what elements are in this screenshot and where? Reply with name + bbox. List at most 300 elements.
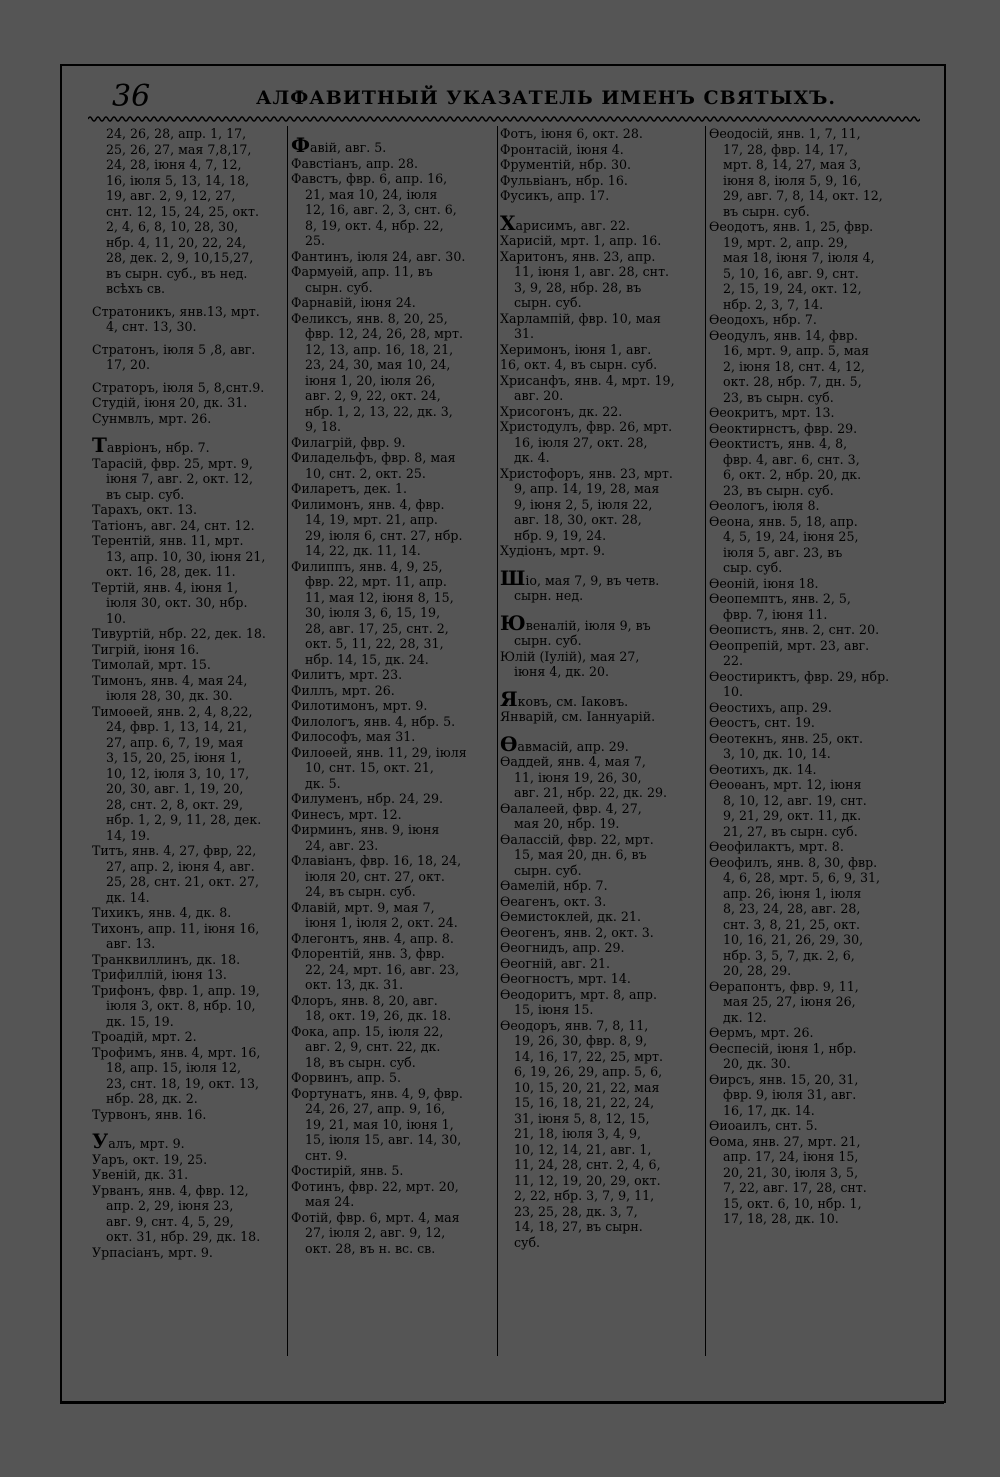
index-entry: Фавстіанъ, апр. 28. [291, 155, 419, 171]
index-entry-continuation: 14, 19, мрт. 21, апр. [305, 512, 438, 527]
index-entry-continuation: 17, 18, 28, дк. 10. [723, 1211, 839, 1226]
index-entry-continuation: окт. 5, 11, 22, 28, 31, [305, 636, 444, 651]
index-entry: Ѳеофилактъ, мрт. 8. [709, 839, 844, 854]
index-entry: Тимолай, мрт. 15. [92, 657, 211, 672]
index-entry: Ѳеопемптъ, янв. 2, 5, [709, 591, 851, 606]
index-entry: Ѳеона, янв. 5, 18, апр. [709, 513, 858, 529]
index-entry: Тертій, янв. 4, іюня 1, [92, 579, 239, 595]
index-entry: Стратоникъ, янв.13, мрт. [92, 303, 260, 319]
index-entry: Харитонъ, янв. 23, апр. [500, 248, 656, 264]
index-entry-continuation: апр. 17, 24, іюня 15, [723, 1149, 859, 1164]
index-entry-continuation: сырн. суб. [514, 862, 582, 878]
index-entry-continuation: 10. [106, 610, 127, 626]
index-entry-continuation: нбр. 14, 15, дк. 24. [305, 651, 429, 667]
index-entry: Трифиллій, іюня 13. [92, 967, 227, 982]
index-entry-continuation: 6, окт. 2, нбр. 20, дк. [723, 467, 862, 482]
section-initial-letter: Ш [500, 565, 526, 590]
index-entry-continuation: 10, 12, 14, 21, авг. 1, [514, 1141, 652, 1157]
index-entry: Фока, апр. 15, іюля 22, [291, 1023, 444, 1039]
index-entry-continuation: 8, 19, окт. 4, нбр. 22, [305, 217, 444, 233]
index-entry-continuation: 16, 17, дк. 14. [723, 1102, 815, 1118]
index-entry-continuation: дк. 12. [723, 1009, 767, 1025]
index-entry-continuation: авг. 2, 9, снт. 22, дк. [305, 1039, 441, 1054]
index-entry-continuation: дк. 5. [305, 775, 341, 791]
index-entry: Филуменъ, нбр. 24, 29. [291, 791, 444, 806]
index-entry: Филлъ, мрт. 26. [291, 682, 395, 698]
section-initial-letter: Я [500, 686, 518, 711]
index-entry-continuation: іюня 7, авг. 2, окт. 12, [106, 471, 254, 486]
index-entry-continuation: іюля 30, окт. 30, нбр. [106, 595, 248, 610]
index-entry: Тарахъ, окт. 13. [92, 502, 198, 517]
index-entry-continuation: іюля 28, 30, дк. 30. [106, 688, 233, 703]
index-entry-continuation: 27, апр. 2, іюня 4, авг. [106, 858, 255, 874]
index-entry: Херимонъ, іюня 1, авг. [500, 341, 652, 357]
index-entry: Трифонъ, фвр. 1, апр. 19, [92, 982, 260, 998]
index-entry-continuation: 20, 28, 29. [723, 963, 792, 978]
index-entry: Ѳеостъ, снт. 19. [709, 715, 815, 730]
index-entry: Флавіанъ, фвр. 16, 18, 24, [291, 853, 462, 868]
index-entry: Финесъ, мрт. 12. [291, 806, 402, 822]
index-entry-continuation: 28, дек. 2, 9, 10,15,27, [106, 250, 254, 265]
index-entry-continuation: нбр. 1, 2, 13, 22, дк. 3, [305, 403, 453, 419]
index-entry: Филаретъ, дек. 1. [291, 481, 407, 496]
index-entry-continuation: авг. 13. [106, 936, 156, 951]
index-entry: Фотъ, іюня 6, окт. 28. [500, 126, 643, 141]
index-entry: Ѳермъ, мрт. 26. [709, 1025, 814, 1040]
index-entry-continuation: суб. [514, 1234, 541, 1250]
index-entry: Тимонъ, янв. 4, мая 24, [92, 672, 248, 688]
index-entry-continuation: дк. 15, 19. [106, 1013, 174, 1029]
column-divider [705, 126, 706, 1356]
index-entry: Филоѳей, янв. 11, 29, іюля [291, 744, 467, 760]
index-entry: Ѳеогенъ, янв. 2, окт. 3. [500, 924, 654, 940]
index-entry: Титъ, янв. 4, 27, фвр, 22, [92, 843, 257, 858]
index-entry-continuation: 23, 24, 30, мая 10, 24, [305, 357, 451, 372]
index-entry-continuation: мая 25, 27, іюня 26, [723, 994, 856, 1009]
index-entry: Фотій, фвр. 6, мрт. 4, мая [291, 1209, 460, 1225]
index-entry: Ѳемистоклей, дк. 21. [500, 909, 641, 924]
index-entry: Ѳиоаилъ, снт. 5. [709, 1118, 818, 1133]
index-entry-continuation: 25, 26, 27, мая 7,8,17, [106, 141, 252, 157]
index-entry-continuation: фвр. 7, іюня 11. [723, 606, 828, 622]
index-entry-continuation: 15, 16, 18, 21, 22, 24, [514, 1095, 655, 1110]
index-entry-continuation: 20, дк. 30. [723, 1056, 791, 1071]
index-entry-continuation: 18, апр. 15, іюля 12, [106, 1060, 242, 1075]
index-entry-continuation: окт. 16, 28, дек. 11. [106, 564, 236, 579]
index-entry: Фарнавій, іюня 24. [291, 295, 416, 310]
index-entry-continuation: іюля 3, окт. 8, нбр. 10, [106, 998, 256, 1013]
index-entry: Харисимъ, авг. 22. [500, 210, 630, 235]
index-entry-continuation: снт. 12, 15, 24, 25, окт. [106, 203, 259, 219]
index-entry-continuation: окт. 28, нбр. 7, дн. 5, [723, 374, 862, 389]
index-entry: Ѳалалеей, фвр. 4, 27, [500, 800, 642, 816]
index-entry: Ѳамелій, нбр. 7. [500, 878, 608, 893]
index-entry-continuation: 11, мая 12, іюня 8, 15, [305, 589, 454, 605]
index-entry: Ѳерапонтъ, фвр. 9, 11, [709, 978, 859, 994]
index-entry-continuation: 4, 5, 19, 24, іюня 25, [723, 529, 859, 544]
index-entry: Ѳеодоритъ, мрт. 8, апр. [500, 986, 657, 1002]
index-entry: Ѳеоктистъ, янв. 4, 8, [709, 436, 848, 451]
index-entry-continuation: 9, 18. [305, 419, 342, 434]
index-entry-continuation: 30, іюля 3, 6, 15, 19, [305, 605, 441, 620]
section-initial-letter: Ѳ [500, 731, 518, 756]
index-entry: Ѳеотихъ, дк. 14. [709, 761, 817, 777]
index-entry: Ѳаддей, янв. 4, мая 7, [500, 754, 646, 769]
index-entry-continuation: 10. [723, 684, 744, 699]
index-entry: Таврiонъ, нбр. 7. [92, 433, 210, 457]
index-entry-continuation: 19, авг. 2, 9, 12, 27, [106, 188, 236, 203]
index-entry-continuation: сырн. суб. [514, 295, 582, 310]
index-entry: Тарасій, фвр. 25, мрт. 9, [92, 455, 253, 471]
index-entry: Тигрій, іюня 16. [92, 641, 200, 657]
index-entry-continuation: нбр. 3, 5, 7, дк. 2, 6, [723, 947, 855, 963]
index-entry-continuation: 17, 20. [106, 357, 151, 372]
index-entry: Философъ, мая 31. [291, 729, 416, 744]
index-entry-continuation: 21, 27, въ сырн. суб. [723, 823, 858, 839]
index-entry-continuation: 24, фвр. 1, 13, 14, 21, [106, 719, 248, 734]
index-entry: Ѳеоктирнстъ, фвр. 29. [709, 420, 858, 436]
index-entry-continuation: мая 24. [305, 1194, 355, 1209]
index-entry-continuation: 27, апр. 6, 7, 19, мая [106, 734, 244, 750]
index-entry-continuation: мая 20, нбр. 19. [514, 816, 620, 831]
page-number: 36 [112, 79, 151, 114]
index-entry-continuation: 10, 15, 20, 21, 22, мая [514, 1079, 660, 1095]
index-entry: Ѳеодосій, янв. 1, 7, 11, [709, 126, 861, 141]
index-entry: Ѳеодоръ, янв. 7, 8, 11, [500, 1017, 649, 1033]
index-entry-continuation: 14, 22, дк. 11, 14. [305, 543, 421, 558]
index-column-1 [92, 126, 284, 1376]
index-entry-continuation: 18, окт. 19, 26, дк. 18. [305, 1008, 452, 1023]
index-entry-continuation: 25, 28, снт. 21, окт. 27, [106, 874, 259, 889]
index-entry-continuation: 18, въ сырн. суб. [305, 1054, 416, 1070]
index-entry-continuation: авг. 21, нбр. 22, дк. 29. [514, 785, 667, 800]
index-entry-continuation: нбр. 4, 11, 20, 22, 24, [106, 234, 247, 250]
index-entry-continuation: въ сыр. суб. [106, 486, 185, 502]
section-initial-letter: У [92, 1129, 109, 1153]
index-entry: Сунмвлъ, мрт. 26. [92, 410, 212, 426]
index-entry: Уаръ, окт. 19, 25. [92, 1151, 208, 1167]
index-entry-continuation: въ сырн. суб., въ нед. [106, 265, 248, 281]
index-entry-continuation: 17, 28, фвр. 14, 17, [723, 141, 849, 157]
index-entry: Филологъ, янв. 4, нбр. 5. [291, 713, 456, 729]
index-entry-continuation: 12, 16, авг. 2, 3, снт. 6, [305, 202, 457, 217]
section-initial-letter: Х [500, 210, 516, 235]
index-entry-continuation: 13, апр. 10, 30, іюня 21, [106, 548, 266, 564]
index-entry-continuation: 15, іюня 15. [514, 1002, 594, 1017]
index-entry-continuation: 19, мрт. 2, апр. 29, [723, 234, 848, 250]
index-entry: Увеній, дк. 31. [92, 1167, 189, 1182]
index-entry: Ѳеопистъ, янв. 2, снт. 20. [709, 622, 880, 637]
index-entry-continuation: мая 18, іюня 7, іюля 4, [723, 250, 875, 265]
index-entry-continuation: 11, 24, 28, снт. 2, 4, 6, [514, 1157, 661, 1172]
index-entry: Ѳеокритъ, мрт. 13. [709, 405, 835, 420]
index-entry: Тихикъ, янв. 4, дк. 8. [92, 905, 232, 920]
index-entry-continuation: въ сырн. суб. [723, 203, 810, 219]
index-entry-continuation: 28, авг. 17, 25, снт. 2, [305, 620, 449, 636]
index-entry: Фусикъ, апр. 17. [500, 188, 610, 203]
index-entry-continuation: нбр. 2, 3, 7, 14. [723, 296, 824, 312]
index-entry-continuation: 19, 26, 30, фвр. 8, 9, [514, 1033, 648, 1048]
index-entry: Ѳеофилъ, янв. 8, 30, фвр. [709, 854, 878, 870]
index-entry: Ѳеодохъ, нбр. 7. [709, 312, 817, 327]
index-entry: Фронтасій, іюня 4. [500, 141, 624, 157]
index-entry: Фостирій, янв. 5. [291, 1163, 404, 1178]
index-entry-continuation: сырн. суб. [305, 279, 373, 295]
index-entry-continuation: 11, 12, 19, 20, 29, окт. [514, 1172, 661, 1188]
index-column-4 [709, 126, 914, 1376]
index-entry-continuation: 21, 18, іюля 3, 4, 9, [514, 1126, 642, 1141]
index-entry-continuation: 12, 13, апр. 16, 18, 21, [305, 341, 454, 357]
index-entry: Фотинъ, фвр. 22, мрт. 20, [291, 1178, 459, 1194]
index-entry-continuation: 22. [723, 653, 744, 668]
index-entry-continuation: 24, 28, іюня 4, 7, 12, [106, 157, 242, 172]
index-entry: Фульвіанъ, нбр. 16. [500, 172, 628, 188]
index-entry: Ѳома, янв. 27, мрт. 21, [709, 1133, 861, 1149]
index-entry: Ѳеопрепій, мрт. 23, авг. [709, 637, 870, 653]
index-entry-continuation: 16, іюля 5, 13, 14, 18, [106, 172, 250, 188]
index-entry: Харисій, мрт. 1, апр. 16. [500, 233, 662, 248]
section-initial-letter: Ю [500, 610, 526, 635]
index-entry: Страторъ, іюля 5, 8,снт.9. [92, 379, 265, 395]
index-entry: Транквиллинъ, дк. 18. [92, 951, 241, 967]
decorative-wavy-rule [88, 114, 920, 124]
index-entry-continuation: окт. 31, нбр. 29, дк. 18. [106, 1229, 261, 1244]
index-entry: Христодулъ, фвр. 26, мрт. [500, 419, 673, 434]
index-entry: Филагрій, фвр. 9. [291, 434, 406, 450]
index-entry-continuation: сыр. суб. [723, 560, 783, 575]
index-entry: Ѳеоѳанъ, мрт. 12, іюня [709, 777, 862, 792]
index-entry-continuation: 15, мая 20, дн. 6, въ [514, 847, 647, 862]
index-entry-continuation: 9, апр. 14, 19, 28, мая [514, 481, 660, 496]
index-entry-continuation: 2, 22, нбр. 3, 7, 9, 11, [514, 1188, 655, 1203]
index-entry-continuation: 10, 12, іюля 3, 10, 17, [106, 765, 250, 781]
index-entry-continuation: фвр. 12, 24, 26, 28, мрт. [305, 326, 463, 341]
index-entry: Худіонъ, мрт. 9. [500, 543, 605, 558]
index-entry: Троадій, мрт. 2. [92, 1029, 197, 1044]
index-entry-continuation: 29, авг. 7, 8, 14, окт. 12, [723, 188, 883, 203]
index-entry: Стратонъ, іюля 5 ,8, авг. [92, 341, 256, 357]
index-entry-continuation: 10, снт. 15, окт. 21, [305, 760, 434, 775]
index-entry: Хрисанфъ, янв. 4, мрт. 19, [500, 372, 675, 388]
index-entry: Фавстъ, фвр. 6, апр. 16, [291, 171, 448, 186]
index-entry: Филимонъ, янв. 4, фвр. [291, 496, 445, 512]
index-entry-continuation: 22, 24, мрт. 16, авг. 23, [305, 961, 460, 977]
index-entry: Флорентій, янв. 3, фвр. [291, 946, 445, 961]
index-entry-continuation: іюня 4, дк. 20. [514, 664, 610, 679]
index-entry: Татіонъ, авг. 24, снт. 12. [92, 517, 255, 533]
index-entry-continuation: іюня 8, іюля 5, 9, 16, [723, 172, 862, 188]
index-entry-continuation: 24, 26, 27, апр. 9, 16, [305, 1101, 446, 1116]
index-entry-continuation: фвр. 9, іюля 31, авг. [723, 1087, 857, 1102]
index-entry: 16, окт. 4, въ сырн. суб. [500, 357, 658, 372]
index-entry-continuation: окт. 13, дк. 31. [305, 977, 404, 992]
index-entry-continuation: фвр. 22, мрт. 11, апр. [305, 574, 447, 589]
index-entry-continuation: 25. [305, 233, 326, 248]
index-entry: Фрументій, нбр. 30. [500, 157, 632, 172]
index-entry-continuation: 16, мрт. 9, апр. 5, мая [723, 343, 870, 358]
index-entry-continuation: 10, снт. 2, окт. 25. [305, 465, 426, 481]
index-entry-continuation: снт. 3, 8, 21, 25, окт. [723, 916, 860, 932]
column-divider [497, 126, 498, 1356]
index-entry: Ѳеотекнъ, янв. 25, окт. [709, 730, 863, 746]
index-entry-continuation: 23, 25, 28, дк. 3, 7, [514, 1203, 638, 1219]
index-entry: Ѳеогнидъ, апр. 29. [500, 940, 625, 955]
index-entry: Форвинъ, апр. 5. [291, 1070, 401, 1085]
index-entry-continuation: 9, 21, 29, окт. 11, дк. [723, 808, 862, 823]
index-entry: Турвонъ, янв. 16. [92, 1106, 207, 1122]
index-entry-continuation: 14, 19. [106, 827, 151, 843]
index-entry-continuation: 11, іюня 19, 26, 30, [514, 769, 642, 785]
index-entry: Филотимонъ, мрт. 9. [291, 698, 428, 713]
index-entry-continuation: 31, іюня 5, 8, 12, 15, [514, 1110, 650, 1126]
index-entry-continuation: 23, снт. 18, 19, окт. 13, [106, 1075, 259, 1091]
index-entry-continuation: 7, 22, авг. 17, 28, снт. [723, 1180, 867, 1195]
index-entry-continuation: окт. 28, въ н. вс. св. [305, 1240, 436, 1256]
column-divider [287, 126, 288, 1356]
index-entry-continuation: 10, 16, 21, 26, 29, 30, [723, 932, 864, 947]
index-entry-continuation: нбр. 9, 19, 24. [514, 527, 607, 543]
index-entry: Феликсъ, янв. 8, 20, 25, [291, 310, 448, 326]
index-entry-continuation: 29, іюля 6, снт. 27, нбр. [305, 527, 463, 543]
index-entry-continuation: 21, мая 10, 24, іюля [305, 186, 438, 202]
index-entry: Урванъ, янв. 4, фвр. 12, [92, 1182, 249, 1198]
index-entry: Ѳеоній, іюня 18. [709, 575, 819, 591]
index-entry: Ѳеагенъ, окт. 3. [500, 893, 607, 909]
index-entry-continuation: апр. 26, іюня 1, іюля [723, 885, 862, 901]
index-entry: Тивуртій, нбр. 22, дек. 18. [92, 626, 266, 641]
index-entry-continuation: 14, 18, 27, въ сырн. [514, 1219, 643, 1234]
index-entry-continuation: фвр. 4, авг. 6, снт. 3, [723, 451, 860, 467]
index-entry-continuation: 8, 23, 24, 28, авг. 28, [723, 901, 861, 916]
index-entry-continuation: мрт. 8, 14, 27, мая 3, [723, 157, 862, 172]
index-entry-continuation: нбр. 28, дк. 2. [106, 1091, 198, 1106]
index-entry-continuation: 2, 15, 19, 24, окт. 12, [723, 281, 862, 296]
index-entry: Фортунатъ, янв. 4, 9, фвр. [291, 1085, 463, 1101]
index-entry-continuation: 15, іюля 15, авг. 14, 30, [305, 1132, 462, 1147]
index-entry: Ѳеогній, авг. 21. [500, 955, 611, 971]
index-entry: Христофоръ, янв. 23, мрт. [500, 465, 673, 481]
index-entry-continuation: 4, 6, 28, мрт. 5, 6, 9, 31, [723, 870, 880, 885]
index-entry-continuation: 2, 4, 6, 8, 10, 28, 30, [106, 219, 239, 234]
index-entry-continuation: 24, 26, 28, апр. 1, 17, [106, 126, 247, 141]
index-entry-continuation: авг. 2, 9, 22, окт. 24, [305, 388, 441, 403]
index-entry: Фантинъ, іюля 24, авг. 30. [291, 248, 466, 264]
index-entry-continuation: 4, снт. 13, 30. [106, 319, 197, 334]
index-entry: Ѳеодотъ, янв. 1, 25, фвр. [709, 219, 874, 234]
index-entry-continuation: 20, 30, авг. 1, 19, 20, [106, 781, 244, 796]
index-entry: Юлій (Іулій), мая 27, [500, 648, 640, 664]
index-entry: Ѳалассій, фвр. 22, мрт. [500, 831, 654, 847]
page-border-bottom-rule [60, 1403, 944, 1404]
index-entry: Терентій, янв. 11, мрт. [92, 533, 244, 548]
index-entry-continuation: 14, 16, 17, 22, 25, мрт. [514, 1048, 663, 1064]
index-entry: Ѳирсъ, янв. 15, 20, 31, [709, 1071, 859, 1087]
index-entry-continuation: 28, снт. 2, 8, окт. 29, [106, 796, 243, 812]
index-entry: Флоръ, янв. 8, 20, авг. [291, 992, 438, 1008]
index-column-2 [291, 126, 496, 1376]
index-entry-continuation: нбр. 1, 2, 9, 11, 28, дек. [106, 812, 262, 827]
index-entry-continuation: іюля 20, снт. 27, окт. [305, 868, 445, 884]
index-entry-continuation: дк. 14. [106, 889, 150, 905]
index-entry: Филиппъ, янв. 4, 9, 25, [291, 558, 443, 574]
index-entry: Ѳеодулъ, янв. 14, фвр. [709, 327, 859, 343]
index-entry-continuation: 24, авг. 23. [305, 837, 379, 853]
index-entry: Ѳеостихъ, апр. 29. [709, 699, 832, 715]
index-entry: Шіо, мая 7, 9, въ четв. [500, 565, 660, 590]
index-entry: Ѳеогностъ, мрт. 14. [500, 971, 631, 986]
index-entry-continuation: 3, 9, 28, нбр. 28, въ [514, 279, 642, 295]
index-entry-continuation: 6, 19, 26, 29, апр. 5, 6, [514, 1064, 663, 1079]
index-entry-continuation: іюня 1, іюля 2, окт. 24. [305, 915, 458, 930]
index-entry: Яковъ, см. Іаковъ. [500, 686, 629, 711]
index-entry-continuation: 19, 21, мая 10, іюня 1, [305, 1116, 454, 1132]
index-entry: Ѳавмасій, апр. 29. [500, 731, 629, 756]
index-entry: Ѳеостириктъ, фвр. 29, нбр. [709, 668, 890, 684]
index-entry-continuation: 23, въ сырн. суб. [723, 482, 834, 498]
index-entry: Январій, см. Іаннуарій. [500, 709, 656, 724]
index-entry: Трофимъ, янв. 4, мрт. 16, [92, 1044, 261, 1060]
index-entry: Фирминъ, янв. 9, іюня [291, 822, 440, 837]
index-entry-continuation: дк. 4. [514, 450, 550, 465]
index-entry: Фармуѳій, апр. 11, въ [291, 264, 433, 279]
index-entry-continuation: авг. 20. [514, 388, 564, 403]
index-entry: Флавій, мрт. 9, мая 7, [291, 899, 435, 915]
index-entry-continuation: іюля 5, авг. 23, въ [723, 544, 843, 560]
index-entry-continuation: 27, іюля 2, авг. 9, 12, [305, 1225, 446, 1240]
index-entry-continuation: іюня 1, 20, іюля 26, [305, 372, 436, 388]
index-entry-continuation: всѣхъ св. [106, 281, 166, 296]
index-entry-continuation: 3, 10, дк. 10, 14. [723, 746, 831, 761]
index-entry-continuation: 3, 15, 20, 25, іюня 1, [106, 750, 242, 765]
index-entry: Тимоѳей, янв. 2, 4, 8,22, [92, 703, 253, 719]
index-entry-continuation: 24, въ сырн. суб. [305, 884, 416, 899]
index-entry: Ювеналій, іюля 9, въ [500, 610, 651, 635]
section-initial-letter: Ф [291, 133, 310, 157]
index-entry-continuation: 23, въ сырн. суб. [723, 389, 834, 405]
index-entry: Ѳеологъ, іюля 8. [709, 498, 820, 513]
index-entry: Филитъ, мрт. 23. [291, 667, 403, 682]
index-entry-continuation: сырн. нед. [514, 588, 584, 603]
index-entry-continuation: снт. 9. [305, 1147, 348, 1163]
index-entry-continuation: 11, іюня 1, авг. 28, снт. [514, 264, 670, 279]
index-entry: Флегонтъ, янв. 4, апр. 8. [291, 930, 454, 946]
index-entry-continuation: 31. [514, 326, 535, 341]
index-entry-continuation: 2, іюня 18, снт. 4, 12, [723, 358, 865, 374]
index-entry: Ѳеспесій, іюня 1, нбр. [709, 1040, 857, 1056]
index-entry-continuation: 16, іюля 27, окт. 28, [514, 434, 648, 450]
index-entry-continuation: 8, 10, 12, авг. 19, снт. [723, 792, 867, 808]
index-column-3 [500, 126, 704, 1376]
index-entry-continuation: 5, 10, 16, авг. 9, снт. [723, 265, 859, 281]
index-entry-continuation: 9, іюня 2, 5, іюля 22, [514, 496, 653, 512]
section-initial-letter: Т [92, 433, 107, 457]
index-entry-continuation: авг. 18, 30, окт. 28, [514, 512, 642, 527]
index-entry: Уалъ, мрт. 9. [92, 1129, 185, 1153]
index-entry-continuation: 15, окт. 6, 10, нбр. 1, [723, 1195, 862, 1211]
index-entry: Тихонъ, апр. 11, іюня 16, [92, 920, 260, 936]
index-entry: Студій, іюня 20, дк. 31. [92, 395, 248, 410]
index-entry: Урпасіанъ, мрт. 9. [92, 1244, 213, 1260]
index-entry-continuation: апр. 2, 29, іюня 23, [106, 1198, 234, 1213]
running-title: АЛФАВИТНЫЙ УКАЗАТЕЛЬ ИМЕНЪ СВЯТЫХЪ. [256, 87, 836, 109]
index-entry-continuation: сырн. суб. [514, 633, 582, 648]
index-entry-continuation: авг. 9, снт. 4, 5, 29, [106, 1213, 234, 1229]
index-entry: Филадельфъ, фвр. 8, мая [291, 450, 456, 465]
index-entry: Харлампій, фвр. 10, мая [500, 310, 661, 326]
index-entry: Фавій, авг. 5. [291, 133, 387, 157]
index-entry-continuation: 20, 21, 30, іюля 3, 5, [723, 1164, 859, 1180]
index-entry: Хрисогонъ, дк. 22. [500, 403, 623, 419]
